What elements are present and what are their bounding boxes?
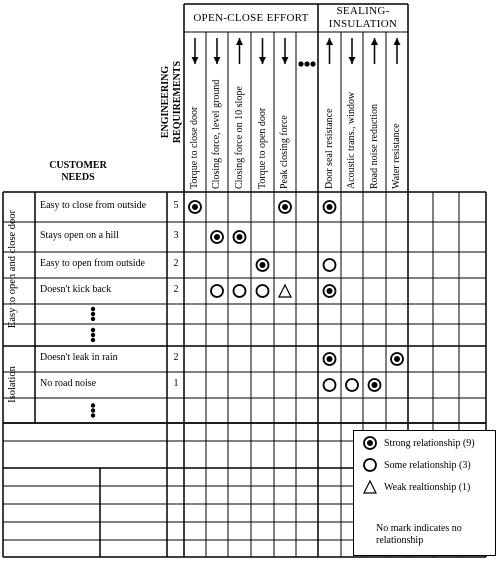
weak-relationship-icon — [279, 285, 291, 297]
arrow-up-icon — [326, 38, 333, 45]
strong-relationship-center — [394, 356, 400, 362]
requirement-label: Door seal resistance — [323, 108, 335, 189]
customer-need: Stays open on a hill — [40, 230, 119, 241]
some-relationship-icon — [234, 285, 246, 297]
customer-need: No road noise — [40, 378, 97, 389]
legend-weak — [362, 479, 470, 495]
customer-need: Easy to open from outside — [40, 258, 145, 269]
continuation-dot — [91, 413, 95, 417]
continuation-dot — [304, 61, 309, 66]
continuation-dot — [91, 333, 95, 337]
importance-value: 5 — [173, 200, 179, 211]
strong-relationship-center — [327, 356, 333, 362]
requirement-label: Torque to open door — [256, 107, 268, 189]
some-relationship-icon — [324, 259, 336, 271]
requirement-label: Closing force on 10 slope — [233, 86, 245, 189]
strong-relationship-center — [260, 262, 266, 268]
some-relationship-icon — [211, 285, 223, 297]
category-label: Easy to open and close door — [7, 209, 18, 329]
group-open-close-label: OPEN-CLOSE EFFORT — [193, 11, 309, 24]
customer-needs-label: CUSTOMER NEEDS — [49, 160, 107, 183]
group-sealing-label: SEALING-INSULATION — [328, 5, 398, 30]
strong-relationship-center — [327, 204, 333, 210]
continuation-dot — [91, 312, 95, 316]
requirement-label: Closing force, level ground — [211, 79, 222, 189]
arrow-down-icon — [192, 57, 199, 64]
weak-relationship-icon — [363, 480, 377, 494]
category-label: Isolation — [7, 366, 18, 403]
arrow-up-icon — [394, 38, 401, 45]
strong-relationship-center — [372, 382, 378, 388]
arrow-up-icon — [371, 38, 378, 45]
customer-need: Doesn't kick back — [40, 284, 112, 295]
arrow-down-icon — [349, 57, 356, 64]
strong-relationship-center — [237, 234, 243, 240]
strong-relationship-center — [327, 288, 333, 294]
arrow-down-icon — [259, 57, 266, 64]
some-relationship-icon — [363, 458, 377, 472]
legend-strong — [362, 435, 475, 451]
continuation-dot — [91, 408, 95, 412]
importance-value: 1 — [173, 378, 179, 389]
strong-relationship-center — [214, 234, 220, 240]
importance-value: 2 — [173, 352, 179, 363]
continuation-dot — [91, 307, 95, 311]
some-relationship-icon — [324, 379, 336, 391]
arrow-down-icon — [214, 57, 221, 64]
strong-relationship-center — [282, 204, 288, 210]
arrow-up-icon — [236, 38, 243, 45]
importance-value: 3 — [173, 230, 179, 241]
legend — [353, 430, 496, 556]
continuation-dot — [298, 61, 303, 66]
legend-some — [362, 457, 471, 473]
legend-note: No mark indicates no relationship — [376, 523, 462, 546]
continuation-dot — [310, 61, 315, 66]
requirement-label: Peak closing force — [279, 115, 290, 189]
requirement-label: Road noise reduction — [368, 104, 380, 189]
strong-relationship-icon — [363, 436, 377, 450]
continuation-dot — [91, 328, 95, 332]
customer-need: Easy to close from outside — [40, 200, 147, 211]
some-relationship-icon — [346, 379, 358, 391]
importance-value: 2 — [173, 258, 179, 269]
requirement-label: Torque to close door — [189, 106, 200, 189]
some-relationship-icon — [257, 285, 269, 297]
continuation-dot — [91, 403, 95, 407]
customer-need: Doesn't leak in rain — [40, 352, 118, 363]
legend-weak-label: Weak realtionship (1) — [384, 481, 471, 493]
strong-relationship-center — [192, 204, 198, 210]
continuation-dot — [91, 317, 95, 321]
legend-some-label: Some relationship (3) — [384, 459, 471, 471]
importance-value: 2 — [173, 284, 179, 295]
engineering-requirements-label: ENGINEERING REQUIREMENTS — [160, 60, 183, 144]
arrow-down-icon — [282, 57, 289, 64]
requirement-label: Acoustic trans., window — [346, 91, 357, 189]
legend-strong-label: Strong relationship (9) — [384, 437, 475, 449]
requirement-label: Water resistance — [391, 123, 402, 189]
continuation-dot — [91, 338, 95, 342]
